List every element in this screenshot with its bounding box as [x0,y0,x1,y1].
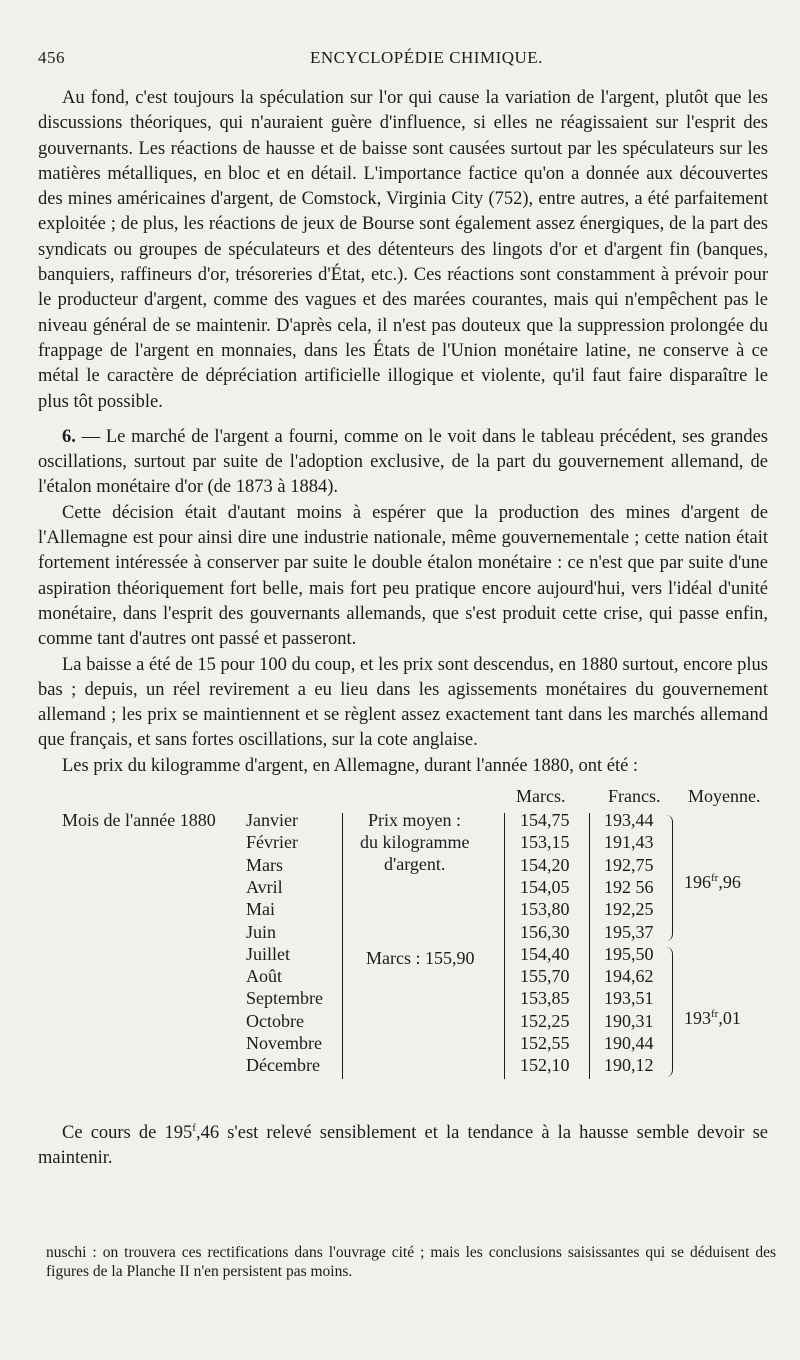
francs-value: 190,12 [604,1055,654,1076]
month-label: Mars [246,854,283,875]
paragraph-speculation: Au fond, c'est toujours la spéculation sur l'or qui cause la variation de l'argent, plutôt que les discussions théoriques, qui n'auraient guère d'influence, si elles ne réagissaient sur l'esprit des gouvernants. Les réactions de hausse et de baisse sont causées surtout par les spéculateurs sur les matières métalliques, en bloc et en détail. L'importance factice qu'on a donnée aux découvertes des mines américaines d'argent, de Comstock, Virginia City (752), entre autres, a été parfaitement exploitée ; de plus, les réactions de jeux de Bourse sont également assez énergiques, de la part des syndicats ou groupes de spéculateurs et des détenteurs des lingots d'or et d'argent fin (banques, banquiers, raffineurs d'or, trésoreries d'État, etc.). Ces réactions sont constamment à prévoir pour le producteur d'argent, comme des vagues et des marées courantes, mais qui n'empêchent pas le niveau général de se maintenir. D'après cela, il n'est pas douteux que la suppression prolongée du frappage de l'argent en monnaies, dans les États de l'Union monétaire latine, ne conserve à ce métal le caractère de dépréciation artificielle illogique et violente, qu'il faut faire disparaître le plus tôt possible. [38,88,768,412]
left-brace [342,813,343,1079]
marcs-value: 154,75 [520,810,570,831]
paragraph-prix-intro: Les prix du kilogramme d'argent, en Allemagne, durant l'année 1880, ont été : [62,755,639,776]
marcs-value: 154,05 [520,876,570,897]
middle-label-line-1: Prix moyen : [368,810,461,831]
francs-value: 193,51 [604,988,654,1009]
marcs-value: 154,40 [520,943,570,964]
month-label: Mai [246,899,275,920]
average-first-half-int: 196 [684,872,711,893]
page [38,46,768,1172]
average-second-half-dec: ,01 [718,1008,741,1029]
month-label: Avril [246,876,283,897]
month-label: Août [246,966,282,987]
month-label: Juillet [246,943,290,964]
francs-value: 194,62 [604,966,654,987]
average-second-half-unit: fr [711,1008,719,1021]
paragraph-cours [38,1116,768,1172]
column-rule [589,813,590,1079]
row-label: Mois de l'année 1880 [62,810,216,831]
middle-label-line-3: d'argent. [384,854,446,875]
running-head: ENCYCLOPÉDIE CHIMIQUE. [310,48,543,67]
marcs-value: 156,30 [520,921,570,942]
month-label: Octobre [246,1010,304,1031]
values-brace [504,813,505,1079]
silver-price-table [38,785,768,1100]
right-brace-1 [666,815,673,941]
marcs-value: 153,15 [520,832,570,853]
marcs-value: 153,85 [520,988,570,1009]
francs-value: 190,31 [604,1010,654,1031]
cours-text-a: Ce cours de 195 [62,1123,193,1144]
average-second-half-int: 193 [684,1008,711,1029]
marcs-average: Marcs : 155,90 [366,948,475,969]
month-label: Juin [246,921,277,942]
marcs-value: 153,80 [520,899,570,920]
cours-text-b: ,46 s'est relevé sensiblement et la tendance à la hausse semble devoir se maintenir. [38,1123,768,1169]
marcs-value: 152,25 [520,1010,570,1031]
column-header-francs: Francs. [608,786,661,807]
marcs-value: 152,55 [520,1033,570,1054]
month-label: Février [246,832,298,853]
paragraph-decision: Cette décision était d'autant moins à espérer que la production des mines d'argent de l'Allemagne est pour ainsi dire une industrie nationale, même gouvernementale ; cette nation était fortement intéressée à conserver par suite le double étalon monétaire : ce n'est que par suite d'une aspiration théoriquement fort belle, mais fort peu pratique encore aujourd'hui, vers l'idéal d'unité monétaire, dans l'esprit des gouvernants allemands, que s'est produit cette crise, qui passe enfin, comme tant d'autres ont passé et passeront. [38,502,768,650]
marcs-value: 154,20 [520,854,570,875]
francs-value: 193,44 [604,810,654,831]
middle-label-line-2: du kilogramme [360,832,470,853]
month-label: Décembre [246,1055,320,1076]
month-label: Septembre [246,988,323,1009]
section-6-text: — Le marché de l'argent a fourni, comme on le voit dans le tableau précédent, ses grandes oscillations, surtout par suite de l'adoption exclusive, de la part du gouvernement allemand, de l'étalon monétaire d'or (de 1873 à 1884). [38,426,768,498]
francs-value: 192,75 [604,854,654,875]
average-first-half-dec: ,96 [718,872,741,893]
francs-value: 190,44 [604,1033,654,1054]
marcs-value: 155,70 [520,966,570,987]
page-header [38,46,768,74]
right-brace-2 [666,947,673,1077]
cours-unit: f [192,1122,196,1135]
average-first-half-unit: fr [711,872,719,885]
section-number: 6. [62,426,76,447]
francs-value: 192,25 [604,899,654,920]
marcs-value: 152,10 [520,1055,570,1076]
francs-value: 191,43 [604,832,654,853]
month-label: Janvier [246,810,298,831]
francs-value: 195,37 [604,921,654,942]
paragraph-baisse: La baisse a été de 15 pour 100 du coup, et les prix sont descendus, en 1880 surtout, encore plus bas ; depuis, un réel revirement a eu lieu dans les agissements monétaires du gouvernement allemand ; les prix se maintiennent et se règlent assez exactement tant dans les marchés allemand que français, et sans fortes oscillations, sur la cote anglaise. [38,654,768,751]
column-header-marcs: Marcs. [516,786,566,807]
average-second-half [684,1003,741,1029]
average-first-half [684,867,741,893]
footnote: nuschi : on trouvera ces rectifications dans l'ouvrage cité ; mais les conclusions saisissantes qui se déduisent des figures de la Planche II n'en persistent pas moins. [46,1244,776,1280]
page-number: 456 [38,48,65,67]
column-header-moyenne: Moyenne. [688,786,761,807]
month-label: Novembre [246,1033,322,1054]
paragraph-section-6 [38,425,768,501]
francs-value: 195,50 [604,943,654,964]
francs-value: 192 56 [604,876,654,897]
